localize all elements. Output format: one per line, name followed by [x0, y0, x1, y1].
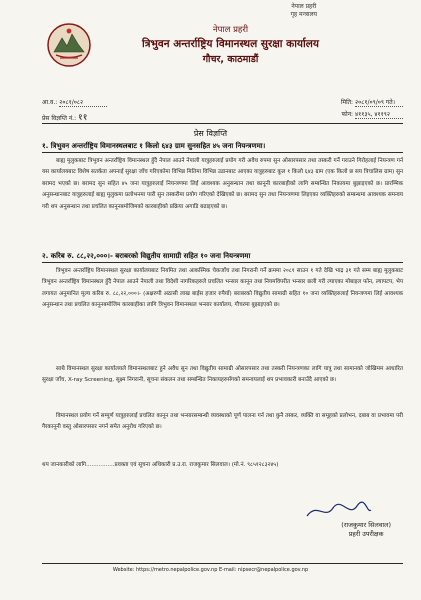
footer-divider — [42, 563, 403, 564]
contact-line: थप जानकारीको लागि................प्रवक्ता एवं सूचना अधिकारी प्र.उ.रा. राजकुमार सिलवाल। (मो.नं. ९८५१२८३२४५) — [42, 462, 279, 468]
phone-label: फोन: — [341, 111, 354, 118]
header-divider — [42, 123, 403, 124]
letterhead-line1: नेपाल प्रहरी — [212, 25, 249, 35]
section-1-heading: १. त्रिभुवन अन्तर्राष्ट्रिय विमानस्थलबाट १ किलो ६४३ ग्राम सुनसहित ४५ जना नियन्त्रणमा। — [42, 142, 266, 150]
ministry-label: गृह मन्त्रालय — [290, 10, 317, 18]
date-label: मिति: — [340, 99, 354, 106]
section-1-body: बाह्य मुलुकबाट त्रिभुवन अन्तर्राष्ट्रिय विमानस्थल हुँदै नेपाल आउने नेपाली यात्रुहरुलाई प्रयोग गरी अवैध रुपमा सुन ओसारपसार तथा तस्करी गर्ने गराउने गिरोहलाई नियन्त्रण गर्न यस कार्यालयबाट विशेष सतर्कता अपनाई सुरक्षा जाँच गरिएकोमा विभिन्न मितिमा विभिन्न उडानबाट आएका यात्रुहरुबाट कुल १ किलो ६४३ ग्राम (एक किलो छ सय त्रिचालिस ग्राम) सुन बरामद भएको छ। बरामद सुन सहित ४५ जना यात्रुहरुलाई नियन्त्रणमा लिई आवश्यक अनुसन्धान तथा कानूनी कारबाहीको लागि सम्बन्धित निकायमा बुझाइएको छ। प्रारम्भिक अनुसन्धानबाट यात्रुहरुलाई बाह्य मुलुकमा प्रलोभनमा पारी सुन तस्करीमा प्रयोग गरिएको देखिएको छ। बरामद सुन तथा नियन्त्रणमा लिइएका व्यक्तिहरुको सम्बन्धमा आवश्यक समन्वय गरी थप अनुसन्धान तथा प्रचलित कानूनबमोजिमको कारबाहीको प्रक्रिया अगाडि बढाइएको छ। — [42, 158, 403, 210]
signature-scribble-icon — [303, 500, 373, 522]
signatory-name: (राजकुमार सिलवाल) — [341, 521, 391, 529]
section-2-heading: २. करिब रु. ८८,२२,०००।- बराबरको विद्युतीय सामाग्री सहित १० जना नियन्त्रणमा — [42, 252, 251, 260]
signatory-title: प्रहरी उपरीक्षक — [348, 530, 384, 538]
section-2-body: त्रिभुवन अन्तर्राष्ट्रिय विमानस्थल सुरक्षा कार्यालयबाट नियमित तथा आकस्मिक चेकजाँच तथा निगरानी गर्ने क्रममा २०८१ साउन १ गते देखि भाद्र ३१ गते सम्म बाह्य मुलुकबाट त्रिभुवन अन्तर्राष्ट्रिय विमानस्थल हुँदै नेपाल आउने नेपाली तथा विदेशी नागरिकहरुले प्रचलित भन्सार कानून तथा नियमविपरीत भन्सार छली गरी ल्याएका मोबाइल फोन, ल्यापटप, भेप लगायत अनुमानित मूल्य करिब रु. ८८,२२,०००।- (अक्षरुपी अठासी लाख बाईस हजार रुपैयाँ) बराबरको विद्युतीय सामाग्री सहित १० जना व्यक्तिहरुलाई नियन्त्रणमा लिई आवश्यक अनुसन्धान तथा प्रचलित कानूनबमोजिम कारबाहीका लागि त्रिभुवन विमानस्थल भन्सार कार्यालय, गौचरमा बुझाइएको छ। — [42, 268, 403, 309]
letter-number-label: प्रेस विज्ञप्ति नं.: — [42, 115, 77, 122]
document-title: प्रेस विज्ञप्ति — [193, 129, 228, 138]
letterhead — [0, 16, 421, 65]
fiscal-year-value: २०८१/०८२ — [59, 98, 107, 107]
fiscal-year-label: आ.व.: — [42, 99, 58, 106]
section-1-underline — [42, 152, 403, 153]
phone-value: ४११३५, ४११९२ — [355, 110, 403, 119]
meta-row-2 — [42, 110, 403, 124]
letter-number-value: ११ — [78, 110, 126, 124]
footer-contact: Website: https://metro.nepalpolice.gov.np E-mail: nipsecr@nepalpolice.gov.np — [112, 567, 309, 573]
paragraph-3: साथै विमानस्थल सुरक्षा कार्यालयले विमानस्थलबाट हुने अवैध सुन तथा विद्युतीय सामाग्री ओसारपसार तथा तस्करी नियन्त्रणका लागि यात्रु तथा सामानको जोखिमम आधारित सुरक्षा जाँच, X-ray Screening, सूक्ष्म निगरानी, सूचना संकलन तथा सम्बन्धित निकायहरुसँगको समन्वयलाई थप प्रभावकारी बनाउँदै आएको छ। — [42, 366, 403, 384]
organization-location: गौचर, काठमाडौं — [202, 54, 259, 65]
organization-name: त्रिभुवन अन्तर्राष्ट्रिय विमानस्थल सुरक्षा कार्यालय — [142, 38, 319, 50]
section-2-underline — [42, 262, 403, 263]
meta-row-1 — [42, 98, 403, 107]
paragraph-4: विमानस्थल प्रयोग गर्ने सम्पूर्ण यात्रुहरुलाई प्रचलित कानून तथा भन्सारसम्बन्धी व्यवस्थाको पूर्ण पालना गर्न तथा कुनै तस्कर, व्यक्ति वा समूहको प्रलोभन, दबाब वा प्रभावमा परी गैरकानूनी वस्तु ओसारपसार नगर्न समेत अनुरोध गरिएको छ। — [42, 413, 403, 431]
signature-block — [341, 520, 391, 538]
police-label: नेपाल प्रहरी — [291, 3, 317, 10]
date-value: २०८१/०९/०९ गते। — [355, 98, 403, 107]
